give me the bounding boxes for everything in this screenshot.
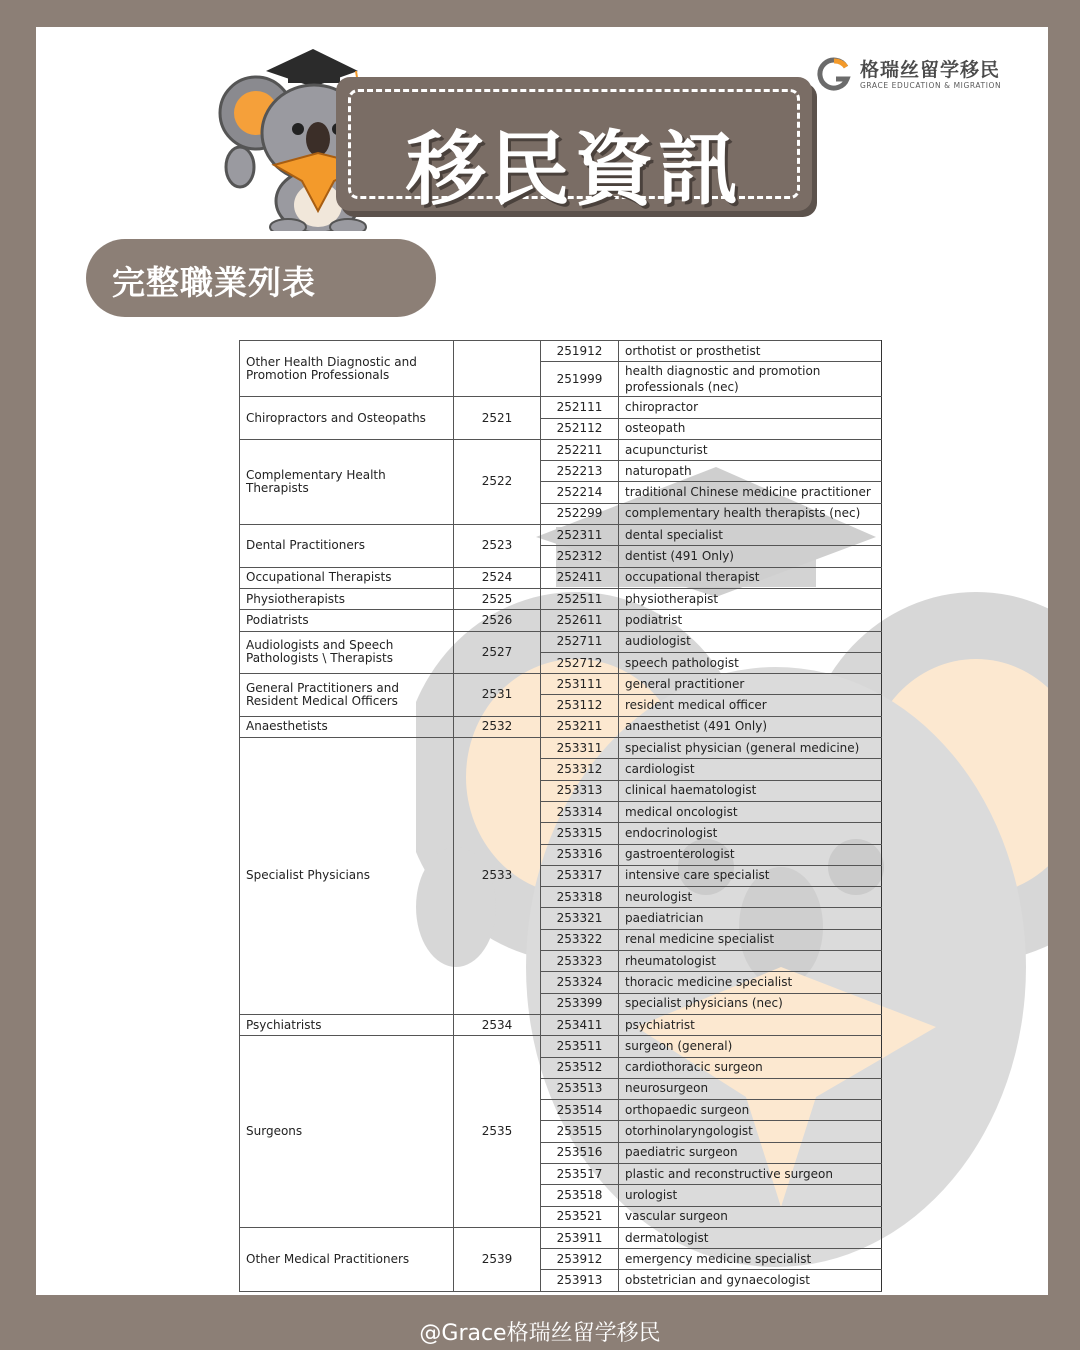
occupation-code: 253516: [541, 1142, 619, 1163]
unit-group-code: 2534: [454, 1014, 541, 1035]
occupation-title: podiatrist: [619, 610, 882, 631]
occupation-code: 251999: [541, 362, 619, 397]
occupation-table-body: [240, 341, 882, 1292]
table-row: [240, 631, 882, 652]
occupation-title: orthotist or prosthetist: [619, 341, 882, 362]
occupation-code: 253324: [541, 972, 619, 993]
grace-g-logo-icon: [816, 57, 852, 93]
occupation-code: 253323: [541, 951, 619, 972]
occupation-table-container: [239, 340, 881, 1292]
occupation-code: 253318: [541, 887, 619, 908]
occupation-code: 253314: [541, 801, 619, 822]
unit-group-code: 2532: [454, 716, 541, 737]
unit-group-name: Podiatrists: [240, 610, 454, 631]
unit-group-code: [454, 341, 541, 397]
occupation-title: obstetrician and gynaecologist: [619, 1270, 882, 1291]
unit-group-code: 2535: [454, 1036, 541, 1228]
occupation-code: 253521: [541, 1206, 619, 1227]
occupation-code: 253512: [541, 1057, 619, 1078]
occupation-title: dentist (491 Only): [619, 546, 882, 567]
section-pill: [86, 239, 436, 317]
occupation-table: [239, 340, 882, 1292]
table-row: [240, 738, 882, 759]
footer-handle: @Grace格瑞丝留学移民: [419, 1321, 661, 1346]
table-row: [240, 674, 882, 695]
occupation-code: 252112: [541, 418, 619, 439]
occupation-title: intensive care specialist: [619, 865, 882, 886]
table-row: [240, 610, 882, 631]
occupation-code: 253211: [541, 716, 619, 737]
table-row: [240, 588, 882, 609]
occupation-title: endocrinologist: [619, 823, 882, 844]
occupation-title: osteopath: [619, 418, 882, 439]
occupation-code: 253913: [541, 1270, 619, 1291]
unit-group-code: 2539: [454, 1227, 541, 1291]
occupation-code: 252511: [541, 588, 619, 609]
occupation-title: rheumatologist: [619, 951, 882, 972]
occupation-code: 252211: [541, 439, 619, 460]
occupation-title: cardiologist: [619, 759, 882, 780]
occupation-title: specialist physicians (nec): [619, 993, 882, 1014]
occupation-title: medical oncologist: [619, 801, 882, 822]
occupation-code: 253517: [541, 1163, 619, 1184]
occupation-title: occupational therapist: [619, 567, 882, 588]
occupation-title: urologist: [619, 1185, 882, 1206]
occupation-title: gastroenterologist: [619, 844, 882, 865]
occupation-code: 252213: [541, 461, 619, 482]
occupation-title: physiotherapist: [619, 588, 882, 609]
unit-group-code: 2531: [454, 674, 541, 717]
occupation-title: health diagnostic and promotion professionals (nec): [619, 362, 882, 397]
unit-group-name: Other Health Diagnostic and Promotion Professionals: [240, 341, 454, 397]
unit-group-code: 2524: [454, 567, 541, 588]
table-row: [240, 341, 882, 362]
unit-group-name: Dental Practitioners: [240, 525, 454, 568]
occupation-code: 253111: [541, 674, 619, 695]
occupation-title: speech pathologist: [619, 652, 882, 673]
occupation-code: 252312: [541, 546, 619, 567]
occupation-code: 253511: [541, 1036, 619, 1057]
table-row: [240, 716, 882, 737]
unit-group-code: 2525: [454, 588, 541, 609]
title-banner: [336, 77, 812, 216]
unit-group-name: Surgeons: [240, 1036, 454, 1228]
unit-group-name: Chiropractors and Osteopaths: [240, 397, 454, 440]
occupation-title: renal medicine specialist: [619, 929, 882, 950]
brand-name: 格瑞丝留学移民: [860, 59, 1001, 81]
occupation-code: 253313: [541, 780, 619, 801]
occupation-title: cardiothoracic surgeon: [619, 1057, 882, 1078]
occupation-code: 253912: [541, 1249, 619, 1270]
occupation-code: 253911: [541, 1227, 619, 1248]
occupation-title: resident medical officer: [619, 695, 882, 716]
occupation-code: 253317: [541, 865, 619, 886]
table-row: [240, 397, 882, 418]
occupation-code: 253322: [541, 929, 619, 950]
occupation-code: 253315: [541, 823, 619, 844]
occupation-title: traditional Chinese medicine practitioner: [619, 482, 882, 503]
occupation-title: audiologist: [619, 631, 882, 652]
occupation-code: 253515: [541, 1121, 619, 1142]
occupation-title: neurosurgeon: [619, 1078, 882, 1099]
unit-group-name: Physiotherapists: [240, 588, 454, 609]
occupation-code: 253321: [541, 908, 619, 929]
occupation-code: 253514: [541, 1100, 619, 1121]
unit-group-name: General Practitioners and Resident Medical Officers: [240, 674, 454, 717]
brand-tagline: GRACE EDUCATION & MIGRATION: [860, 81, 1002, 90]
table-row: [240, 567, 882, 588]
occupation-code: 253513: [541, 1078, 619, 1099]
unit-group-name: Audiologists and Speech Pathologists \ Therapists: [240, 631, 454, 674]
unit-group-code: 2523: [454, 525, 541, 568]
occupation-code: 252299: [541, 503, 619, 524]
table-row: [240, 525, 882, 546]
unit-group-name: Anaesthetists: [240, 716, 454, 737]
unit-group-name: Occupational Therapists: [240, 567, 454, 588]
occupation-title: dermatologist: [619, 1227, 882, 1248]
unit-group-name: Specialist Physicians: [240, 738, 454, 1015]
occupation-code: 253311: [541, 738, 619, 759]
table-row: [240, 1227, 882, 1248]
unit-group-code: 2533: [454, 738, 541, 1015]
unit-group-code: 2527: [454, 631, 541, 674]
occupation-title: acupuncturist: [619, 439, 882, 460]
table-row: [240, 439, 882, 460]
occupation-title: specialist physician (general medicine): [619, 738, 882, 759]
occupation-code: 252611: [541, 610, 619, 631]
occupation-code: 252711: [541, 631, 619, 652]
occupation-code: 252111: [541, 397, 619, 418]
table-row: [240, 1014, 882, 1035]
occupation-title: thoracic medicine specialist: [619, 972, 882, 993]
table-row: [240, 1036, 882, 1057]
occupation-title: surgeon (general): [619, 1036, 882, 1057]
section-label: 完整職業列表: [112, 263, 316, 302]
occupation-title: emergency medicine specialist: [619, 1249, 882, 1270]
occupation-code: 253316: [541, 844, 619, 865]
unit-group-name: Complementary Health Therapists: [240, 439, 454, 524]
unit-group-code: 2526: [454, 610, 541, 631]
occupation-title: paediatrician: [619, 908, 882, 929]
occupation-code: 252712: [541, 652, 619, 673]
occupation-code: 251912: [541, 341, 619, 362]
occupation-title: anaesthetist (491 Only): [619, 716, 882, 737]
occupation-title: complementary health therapists (nec): [619, 503, 882, 524]
occupation-title: vascular surgeon: [619, 1206, 882, 1227]
brand-logo: [816, 55, 1016, 95]
occupation-code: 252411: [541, 567, 619, 588]
occupation-title: dental specialist: [619, 525, 882, 546]
occupation-title: otorhinolaryngologist: [619, 1121, 882, 1142]
occupation-code: 252214: [541, 482, 619, 503]
occupation-title: psychiatrist: [619, 1014, 882, 1035]
unit-group-code: 2521: [454, 397, 541, 440]
occupation-title: plastic and reconstructive surgeon: [619, 1163, 882, 1184]
occupation-code: 253112: [541, 695, 619, 716]
occupation-code: 253399: [541, 993, 619, 1014]
unit-group-name: Psychiatrists: [240, 1014, 454, 1035]
content-sheet: [36, 27, 1048, 1295]
occupation-code: 253312: [541, 759, 619, 780]
unit-group-name: Other Medical Practitioners: [240, 1227, 454, 1291]
occupation-title: clinical haematologist: [619, 780, 882, 801]
occupation-title: orthopaedic surgeon: [619, 1100, 882, 1121]
occupation-code: 253518: [541, 1185, 619, 1206]
occupation-code: 253411: [541, 1014, 619, 1035]
occupation-code: 252311: [541, 525, 619, 546]
occupation-title: paediatric surgeon: [619, 1142, 882, 1163]
occupation-title: general practitioner: [619, 674, 882, 695]
occupation-title: chiropractor: [619, 397, 882, 418]
occupation-title: neurologist: [619, 887, 882, 908]
banner-title: 移民資訊: [406, 123, 742, 216]
unit-group-code: 2522: [454, 439, 541, 524]
occupation-title: naturopath: [619, 461, 882, 482]
